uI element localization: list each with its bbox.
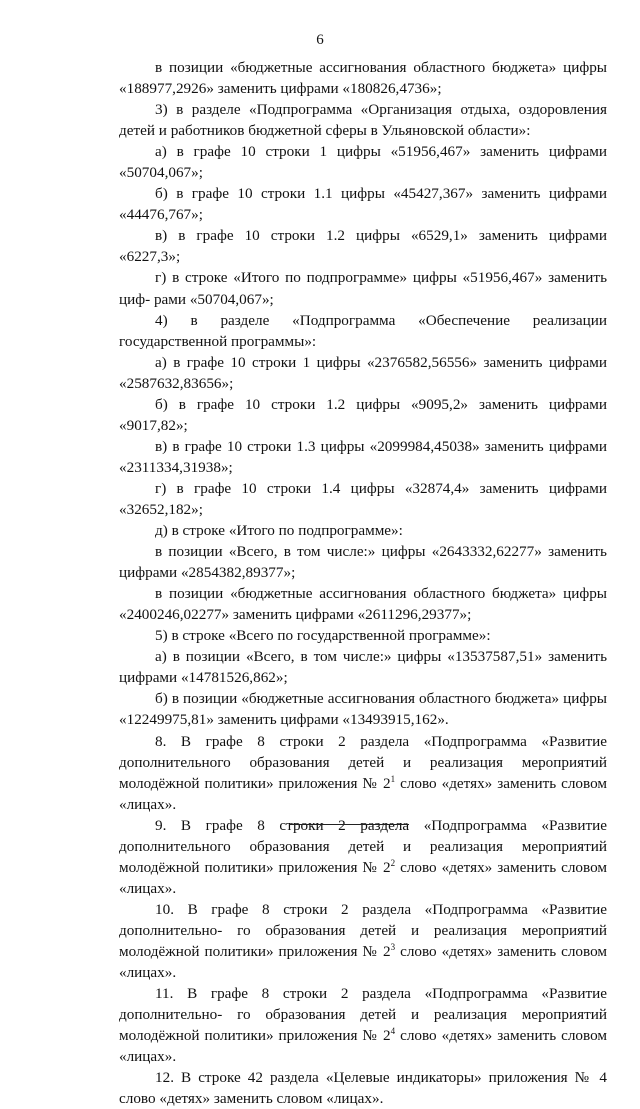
item-text: 8. В графе 8 строки 2 раздела «Подпрограмма «Развитие дополнительного образования детей и реализация мероприятий молодёжной политики» приложения № 2 [119,732,607,792]
numbered-item [119,983,607,1067]
item-text: слово «детях» заменить словом «лицах». [119,858,607,897]
page-number: 6 [316,32,324,48]
superscript: 2 [390,857,396,868]
superscript: 4 [390,1026,396,1037]
superscript: 3 [390,941,396,952]
paragraph: в позиции «Всего, в том числе:» цифры «2643332,62277» заменить цифрами «2854382,89377»; [119,543,607,582]
paragraph: б) в позиции «бюджетные ассигнования областного бюджета» цифры «12249975,81» заменить цифрами «13493915,162». [119,690,607,729]
paragraph: 4) в разделе «Подпрограмма «Обеспечение реализации государственной программы»: [119,311,607,350]
item-text: слово «детях» заменить словом «лицах». [119,774,607,813]
paragraph: д) в строке «Итого по подпрограмме»: [155,522,403,540]
document-body [119,57,607,1109]
item-text: 10. В графе 8 строки 2 раздела «Подпрограмма «Развитие дополнительно- го образования детей и реализация мероприятий молодёжной политики» приложения № 2 [119,900,607,960]
paragraph: а) в позиции «Всего, в том числе:» цифры «13537587,51» заменить цифрами «14781526,862»; [119,648,607,687]
item-text: 9. В графе 8 строки 2 раздела «Подпрограмма «Развитие дополнительного образования детей и реализация мероприятий молодёжной политики» приложения № 2 [119,816,607,876]
paragraph: 3) в разделе «Подпрограмма «Организация отдыха, оздоровления детей и работников бюджетной сферы в Ульяновской области»: [119,101,607,140]
paragraph: б) в графе 10 строки 1.2 цифры «9095,2» заменить цифрами «9017,82»; [119,395,607,434]
paragraph: в позиции «бюджетные ассигнования областного бюджета» цифры «188977,2926» заменить цифрами «180826,4736»; [119,59,607,98]
paragraph: а) в графе 10 строки 1 цифры «51956,467» заменить цифрами «50704,067»; [119,143,607,182]
paragraph: б) в графе 10 строки 1.1 цифры «45427,367» заменить цифрами «44476,767»; [119,185,607,224]
numbered-item [119,815,607,899]
numbered-item [119,731,607,815]
paragraph: в) в графе 10 строки 1.2 цифры «6529,1» заменить цифрами «6227,3»; [119,227,607,266]
numbered-item [119,899,607,983]
paragraph: в позиции «бюджетные ассигнования областного бюджета» цифры «2400246,02277» заменить цифрами «2611296,29377»; [119,585,607,624]
paragraph: 12. В строке 42 раздела «Целевые индикаторы» приложения № 4 слово «детях» заменить словом «лицах». [119,1069,607,1108]
end-separator-line [289,824,409,825]
paragraph: в) в графе 10 строки 1.3 цифры «2099984,45038» заменить цифрами «2311334,31938»; [119,437,607,476]
item-text: слово «детях» заменить словом «лицах». [119,942,607,982]
superscript: 1 [390,773,396,784]
paragraph: г) в графе 10 строки 1.4 цифры «32874,4» заменить цифрами «32652,182»; [119,479,607,518]
item-text: слово «детях» заменить словом «лицах». [119,1027,607,1066]
paragraph: а) в графе 10 строки 1 цифры «2376582,56556» заменить цифрами «2587632,83656»; [119,353,607,392]
item-text: 11. В графе 8 строки 2 раздела «Подпрограмма «Развитие дополнительно- го образования детей и реализация мероприятий молодёжной политики» приложения № 2 [119,985,607,1045]
paragraph: г) в строке «Итого по подпрограмме» цифры «51956,467» заменить циф- рами «50704,067»; [119,269,607,308]
paragraph: 5) в строке «Всего по государственной программе»: [155,627,491,645]
